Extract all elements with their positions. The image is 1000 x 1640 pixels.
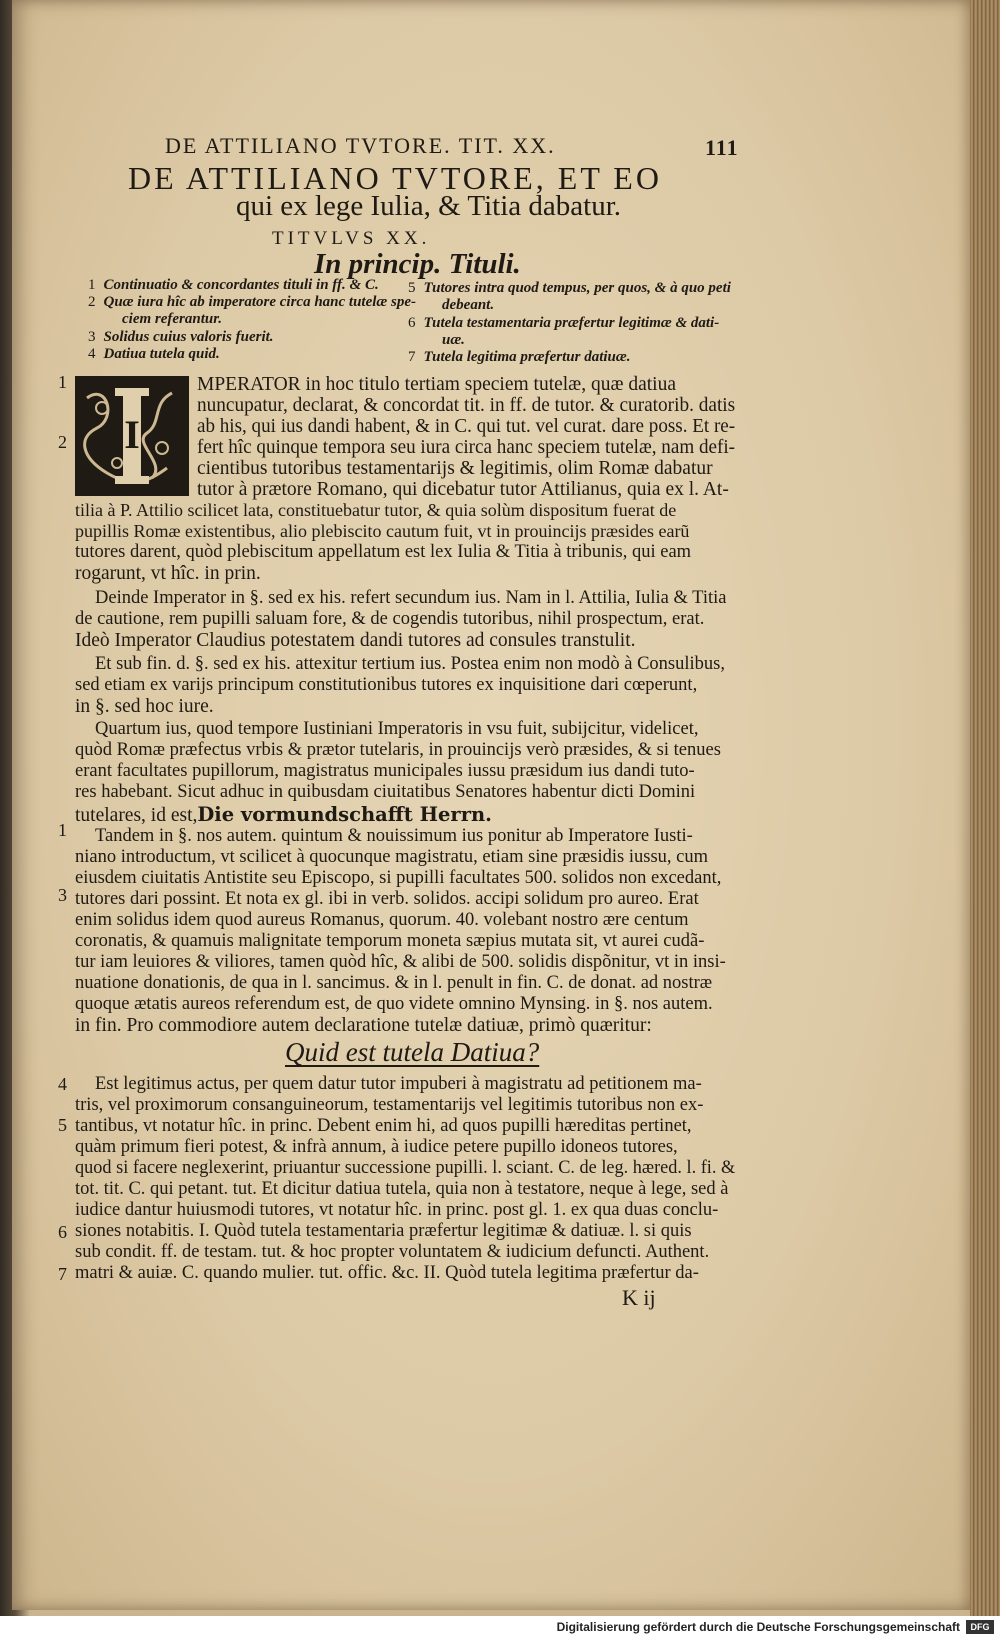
text-line: sed etiam ex varijs principum constitutionibus tutores ex inquisitione dari cœperunt, <box>75 675 698 695</box>
text-line: siones notabitis. I. Quòd tutela testamentaria præfertur legitimæ & datiuæ. l. si quis <box>75 1221 692 1241</box>
text-line: eiusdem ciuitatis Antistite seu Episcopo, si pupilli facultates 500. solidos non excedant, <box>75 868 722 888</box>
text-line: tutores darent, quòd plebiscitum appellatum est lex Iulia & Titia à tribunis, qui eam <box>75 542 692 562</box>
text-line: Tandem in §. nos autem. quintum & nouissimum ius ponitur ab Imperatore Iusti- <box>95 826 693 846</box>
text-line: quod si facere neglexerint, priuantur successione pupilli. l. sciant. C. de leg. hæred. l. fi. & <box>75 1158 736 1178</box>
folio-number: 111 <box>705 135 739 160</box>
ornament-icon <box>77 378 187 494</box>
summary-item: ciem referantur. <box>122 311 222 327</box>
text-line: tutores dari possint. Et nota ex gl. ibi in verb. solidos. accipi solidum pro aureo. Erat <box>75 889 699 909</box>
text-line: cientibus tutoribus testamentarijs & legitimis, olim Romæ dabatur <box>197 458 713 479</box>
text-line: pupillis Romæ existentibus, alio plebiscito cautum fuit, vt in prouincijs præsides earũ <box>75 521 690 541</box>
text-line: erant facultates pupillorum, magistratus municipales iussu præsidum ius dandi tuto- <box>75 761 695 781</box>
margin-number: 4 <box>58 1074 67 1094</box>
text-line: quoque ætatis aureos referendum est, de quo videte omnino Mynsing. in §. nos autem. <box>75 994 713 1014</box>
text-line: res habebant. Sicut adhuc in quibusdam ciuitatibus Senatores habentur dicti Domini <box>75 782 696 802</box>
svg-text:I: I <box>124 412 140 457</box>
german-phrase: Die vormundschafft Herrn. <box>197 803 492 826</box>
text-line: Et sub fin. d. §. sed ex his. attexitur tertium ius. Postea enim non modò à Consulibus, <box>95 654 725 674</box>
subheading: Quid est tutela Datiua? <box>285 1037 540 1067</box>
text-line: in §. sed hoc iure. <box>75 696 214 717</box>
titulus-label: TITVLVS XX. <box>272 228 431 249</box>
text-line: quàm primum fieri potest, & infrà annum, à iudice petere pupillo idoneos tutores, <box>75 1137 678 1157</box>
summary-item: 4 Datiua tutela quid. <box>88 346 220 362</box>
text-line: nuatione donationis, de qua in l. sancimus. & in l. penult in fin. C. de donat. ad nostræ <box>75 973 713 993</box>
summary-item: 1 Continuatio & concordantes tituli in ff. & C. <box>88 277 379 293</box>
margin-number: 7 <box>58 1264 67 1284</box>
footer-credit: Digitalisierung gefördert durch die Deutsche Forschungsgemeinschaft <box>556 1620 960 1634</box>
text-line: nuncupatur, declarat, & concordat tit. in ff. de tutor. & curatorib. datis <box>197 395 736 416</box>
text-line: tilia à P. Attilio scilicet lata, constituebatur tutor, & quia solùm dispositum fuerat de <box>75 500 677 520</box>
text-line: rogarunt, vt hîc. in prin. <box>75 563 261 584</box>
text-line: ab his, qui ius dandi habent, & in C. qui tut. vel curat. dare poss. Et re- <box>197 416 736 437</box>
text-line: enim solidus idem quod aureus Romanus, quorum. 40. volebant nostro ære centum <box>75 910 689 930</box>
text-line: Est legitimus actus, per quem datur tutor impuberi à magistratu ad petitionem ma- <box>95 1074 702 1094</box>
margin-number: 6 <box>58 1222 67 1242</box>
margin-number: 2 <box>58 432 67 452</box>
signature-mark: K ij <box>622 1285 656 1310</box>
summary-item: 5 Tutores intra quod tempus, per quos, & à quo peti <box>408 280 731 296</box>
summary-item: debeant. <box>442 297 495 313</box>
footer-bar <box>0 1616 1000 1640</box>
decorated-initial <box>75 376 189 496</box>
text-line: coronatis, & quamuis malignitate temporum moneta sæpius mutata sit, vt aurei cudã- <box>75 931 705 951</box>
text-line: Deinde Imperator in §. sed ex his. refert secundum ius. Nam in l. Attilia, Iulia & Titia <box>95 588 727 608</box>
text-line: niano introductum, vt scilicet à quocunque magistratu, etiam sine præsidis iussu, cum <box>75 847 709 867</box>
summary-item: uæ. <box>442 332 465 348</box>
margin-number: 1 <box>58 372 67 392</box>
margin-number: 3 <box>58 885 67 905</box>
summary-item: 3 Solidus cuius valoris fuerit. <box>88 329 274 345</box>
running-head: DE ATTILIANO TVTORE. TIT. XX. <box>165 133 556 158</box>
text-line: matri & auiæ. C. quando mulier. tut. offic. &c. II. Quòd tutela legitima præfertur da- <box>75 1263 699 1283</box>
text-line: tot. tit. C. qui petant. tut. Et dicitur datiua tutela, quia non à testatore, neque à lege, sed à <box>75 1179 729 1199</box>
text-line: tutor à prætore Romano, qui dicebatur tutor Attilianus, quia ex l. At- <box>197 479 729 500</box>
text-line: MPERATOR in hoc titulo tertiam speciem tutelæ, quæ datiua <box>197 374 676 395</box>
text-line: tur iam leuiores & viliores, tamen quòd hîc, & alibi de 500. solidis dispõnitur, vt in insi- <box>75 952 726 972</box>
text-line: tantibus, vt notatur hîc. in princ. Debent enim hi, ad quos pupilli hæreditas pertinet, <box>75 1116 692 1136</box>
section-heading: In princip. Tituli. <box>314 248 521 280</box>
dfg-logo: DFG <box>966 1620 994 1634</box>
text-line: in fin. Pro commodiore autem declaratione tutelæ datiuæ, primò quæritur: <box>75 1015 652 1036</box>
margin-number: 5 <box>58 1115 67 1135</box>
text-line: iudice dantur huiusmodi tutores, vt notatur hîc. in princ. post gl. 1. ex qua duas conclu- <box>75 1200 719 1220</box>
text-line: Ideò Imperator Claudius potestatem dandi tutores ad consules transtulit. <box>75 630 636 651</box>
book-edge <box>970 0 1000 1640</box>
text-line: fert hîc quinque tempora seu iura circa hanc speciem tutelæ, nam defi- <box>197 437 736 458</box>
text-line: tutelares, id est,Die vormundschafft Herrn. <box>75 803 492 826</box>
text-line: tris, vel proximorum consanguineorum, testamentarijs vel legitimis tutoribus non ex- <box>75 1095 704 1115</box>
summary-item: 2 Quæ iura hîc ab imperatore circa hanc tutelæ spe- <box>88 294 417 310</box>
text-line: sub condit. ff. de testam. tut. & hoc propter voluntatem & iudicium defuncti. Authent. <box>75 1242 710 1262</box>
text-line: de cautione, rem pupilli saluam fore, & de cogendis tutoribus, nihil prospectum, erat. <box>75 609 705 629</box>
title-line-2: qui ex lege Iulia, & Titia dabatur. <box>236 190 622 222</box>
text-line: quòd Romæ præfectus vrbis & prætor tutelaris, in prouincijs verò præsides, & si tenues <box>75 740 721 760</box>
margin-number: 1 <box>58 820 67 840</box>
text-line: Quartum ius, quod tempore Iustiniani Imperatoris in vsu fuit, subijcitur, videlicet, <box>95 719 699 739</box>
summary-item: 6 Tutela testamentaria præfertur legitimæ & dati- <box>408 315 720 331</box>
summary-item: 7 Tutela legitima præfertur datiuæ. <box>408 349 631 365</box>
title-line-1: DE ATTILIANO TVTORE, ET EO <box>128 160 662 196</box>
